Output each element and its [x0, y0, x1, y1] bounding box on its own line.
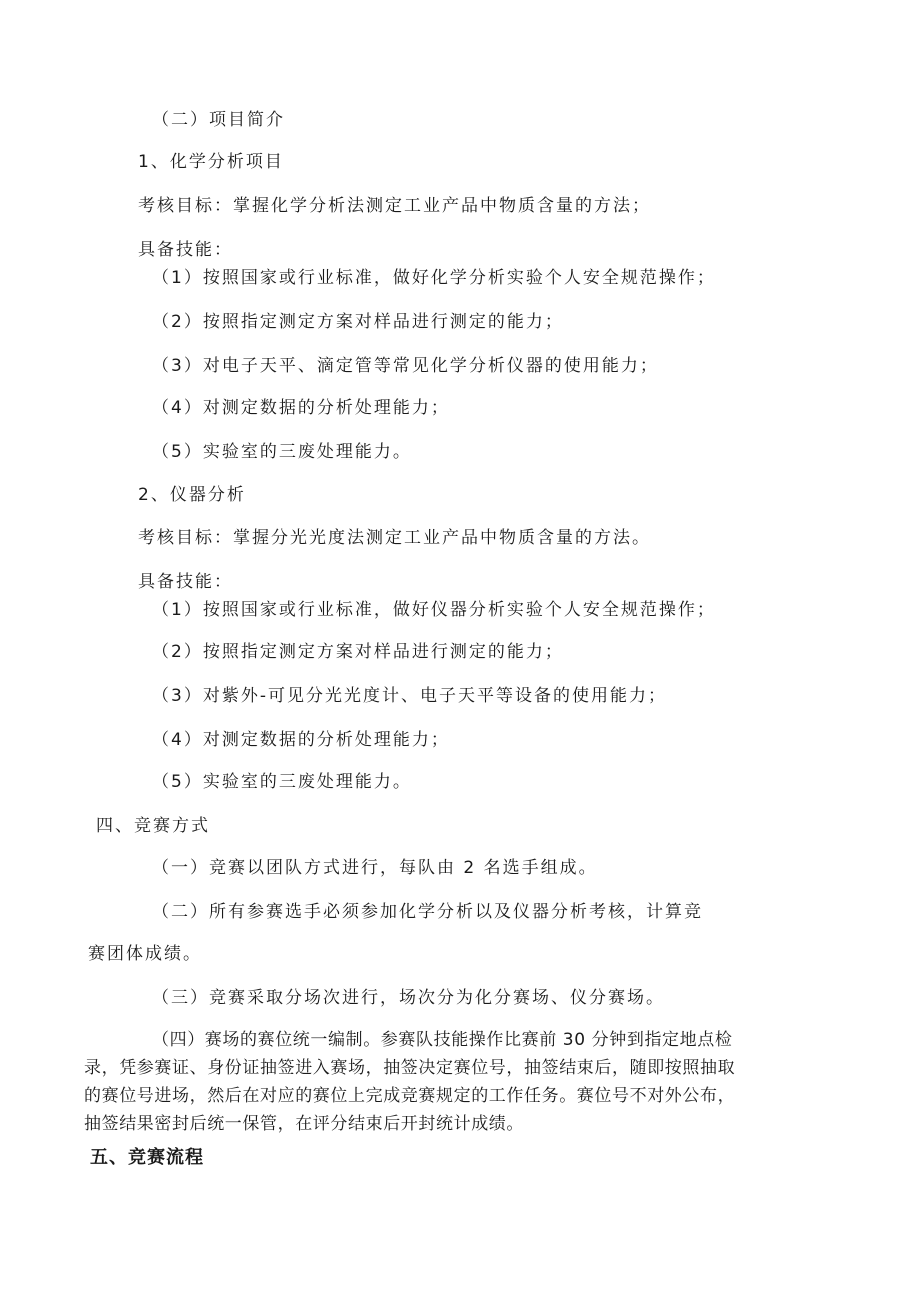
format-item-4-line: 录，凭参赛证、身份证抽签进入赛场，抽签决定赛位号，抽签结束后，随即按照抽取 — [84, 1058, 736, 1078]
format-item-4-line: 的赛位号进场，然后在对应的赛位上完成竞赛规定的工作任务。赛位号不对外公布， — [84, 1086, 736, 1106]
instr-skill-item: （2）按照指定测定方案对样品进行测定的能力； — [152, 642, 564, 662]
subsection-title-instrument-analysis: 2、仪器分析 — [138, 485, 246, 505]
format-item-4-line: 抽签结果密封后统一保管，在评分结束后开封统计成绩。 — [84, 1114, 524, 1134]
section-heading-project-intro: （二）项目简介 — [152, 110, 285, 130]
chem-skill-item: （2）按照指定测定方案对样品进行测定的能力； — [152, 312, 564, 332]
instr-skills-label: 具备技能： — [138, 572, 233, 592]
format-item-2-line-2: 赛团体成绩。 — [88, 944, 202, 964]
chem-skills-label: 具备技能： — [138, 240, 233, 260]
chem-skill-item: （3）对电子天平、滴定管等常见化学分析仪器的使用能力； — [152, 356, 659, 376]
chem-assessment-goal: 考核目标：掌握化学分析法测定工业产品中物质含量的方法； — [138, 196, 651, 216]
chem-skill-item: （4）对测定数据的分析处理能力； — [152, 398, 450, 418]
section-heading-competition-process: 五、竞赛流程 — [90, 1147, 204, 1168]
subsection-title-chemical-analysis: 1、化学分析项目 — [138, 152, 284, 172]
chem-skill-item: （1）按照国家或行业标准，做好化学分析实验个人安全规范操作； — [152, 268, 716, 288]
instr-skill-item: （1）按照国家或行业标准，做好仪器分析实验个人安全规范操作； — [152, 600, 716, 620]
instr-assessment-goal: 考核目标：掌握分光光度法测定工业产品中物质含量的方法。 — [138, 528, 651, 548]
format-item-3: （三）竞赛采取分场次进行，场次分为化分赛场、仪分赛场。 — [152, 988, 665, 1008]
format-item-4-line: （四）赛场的赛位统一编制。参赛队技能操作比赛前 30 分钟到指定地点检 — [152, 1030, 733, 1050]
instr-skill-item: （3）对紫外-可见分光光度计、电子天平等设备的使用能力； — [152, 686, 667, 706]
instr-skill-item: （4）对测定数据的分析处理能力； — [152, 730, 450, 750]
format-item-2-line-1: （二）所有参赛选手必须参加化学分析以及仪器分析考核，计算竞 — [152, 902, 703, 922]
section-heading-competition-format: 四、竞赛方式 — [96, 816, 210, 836]
format-item-1: （一）竞赛以团队方式进行，每队由 2 名选手组成。 — [152, 858, 598, 878]
chem-skill-item: （5）实验室的三废处理能力。 — [152, 442, 412, 462]
instr-skill-item: （5）实验室的三废处理能力。 — [152, 772, 412, 792]
